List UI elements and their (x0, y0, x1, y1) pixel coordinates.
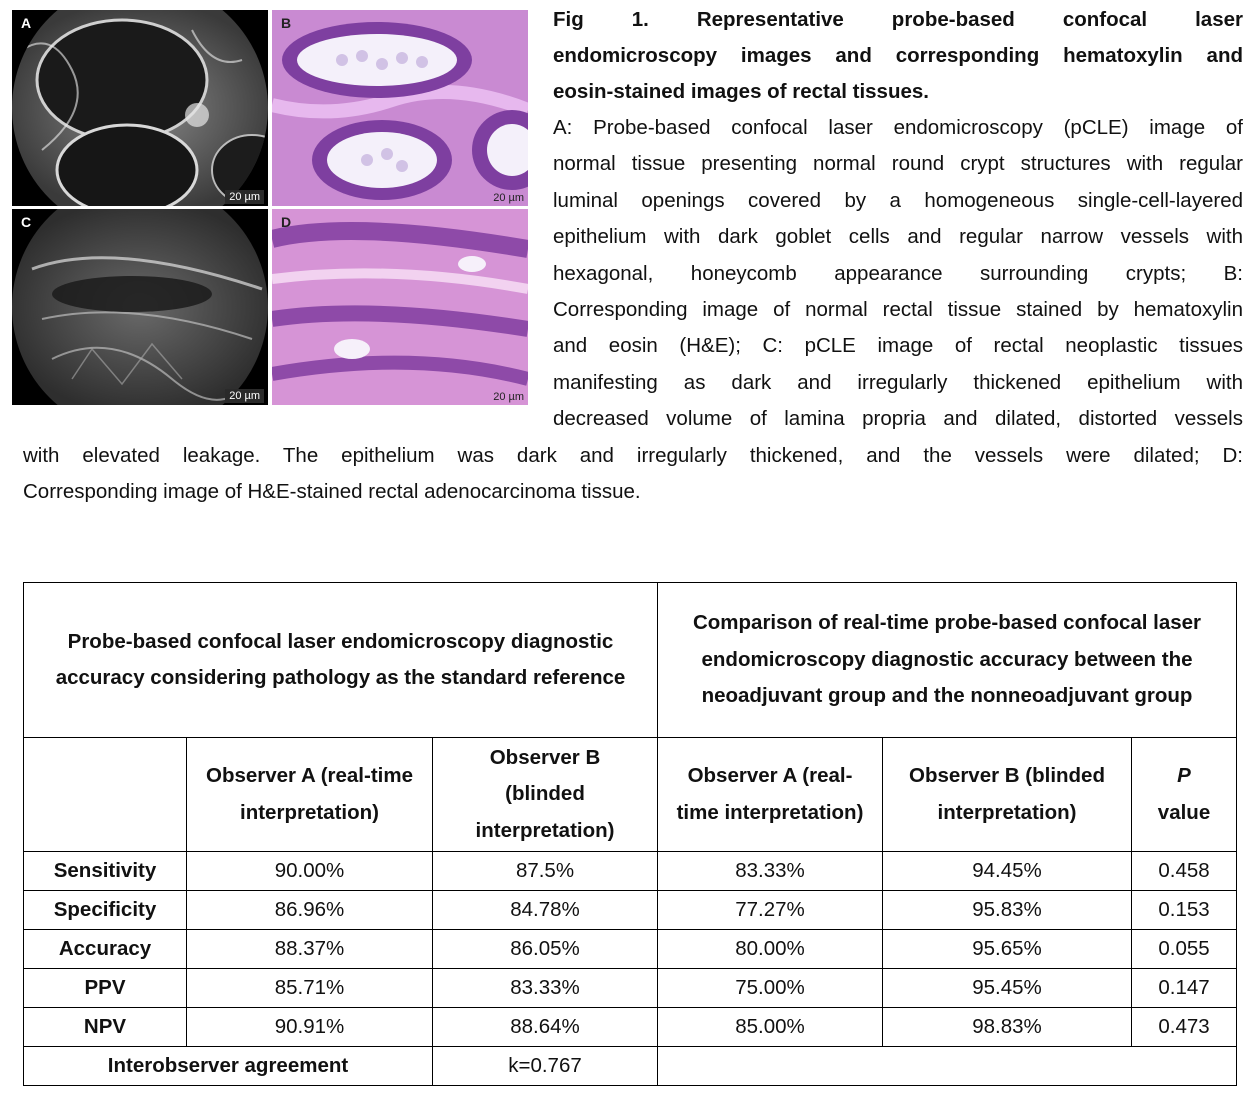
row-label: Sensitivity (24, 852, 187, 891)
table-cell: 77.27% (658, 891, 883, 930)
caption-line: with elevated leakage. The epithelium was dark and irregularly thickened, and the vessels were dilated; D: (23, 444, 1243, 467)
column-header-p-value (1132, 738, 1237, 852)
caption-line: Corresponding image of H&E-stained rectal adenocarcinoma tissue. (23, 480, 641, 503)
table-row (24, 969, 1237, 1008)
caption-line: manifesting as dark and irregularly thickened epithelium with (553, 371, 1243, 394)
row-label: Specificity (24, 891, 187, 930)
table-cell: 86.05% (433, 930, 658, 969)
figure-panel-d (272, 209, 528, 405)
table-cell: 98.83% (883, 1008, 1132, 1047)
table-cell: 95.83% (883, 891, 1132, 930)
p-value-label: value (1157, 800, 1211, 824)
table-row (24, 930, 1237, 969)
caption-line: and eosin (H&E); C: pCLE image of rectal neoplastic tissues (553, 334, 1243, 357)
row-label: PPV (24, 969, 187, 1008)
caption-title-line: Fig 1. Representative probe-based confocal laser (553, 8, 1243, 31)
he-adenocarcinoma-image (272, 209, 528, 405)
caption-line: luminal openings covered by a homogeneous single-cell-layered (553, 189, 1243, 212)
panel-label: C (21, 214, 32, 230)
table-cell: 90.00% (187, 852, 433, 891)
caption-line: A: Probe-based confocal laser endomicroscopy (pCLE) image of (553, 116, 1243, 139)
figure-panel-b (272, 10, 528, 206)
table-cell: 95.45% (883, 969, 1132, 1008)
caption-line: hexagonal, honeycomb appearance surrounding crypts; B: (553, 262, 1243, 285)
table-row (24, 1008, 1237, 1047)
pcle-neoplastic-image (12, 209, 268, 405)
panel-label: D (281, 214, 292, 230)
table-cell: 88.64% (433, 1008, 658, 1047)
table-cell: 0.147 (1132, 969, 1237, 1008)
column-header: Observer A (real-time interpretation) (187, 738, 433, 852)
table-cell: 95.65% (883, 930, 1132, 969)
table-cell: 88.37% (187, 930, 433, 969)
table-group-header-row (24, 583, 1237, 738)
row-label: Accuracy (24, 930, 187, 969)
group-header-right: Comparison of real-time probe-based confocal laser endomicroscopy diagnostic accuracy between the neoadjuvant group and the nonneoadjuvant group (658, 583, 1237, 738)
table-cell: 94.45% (883, 852, 1132, 891)
table-cell: 0.458 (1132, 852, 1237, 891)
column-header-empty (24, 738, 187, 852)
table-column-header-row (24, 738, 1237, 852)
column-header: Observer A (real-time interpretation) (658, 738, 883, 852)
table-row-agreement (24, 1047, 1237, 1086)
table-cell: 83.33% (433, 969, 658, 1008)
empty-cell (658, 1047, 1237, 1086)
table-cell: 90.91% (187, 1008, 433, 1047)
row-label: NPV (24, 1008, 187, 1047)
caption-line: Corresponding image of normal rectal tissue stained by hematoxylin (553, 298, 1243, 321)
scale-bar-label: 20 µm (493, 192, 524, 204)
table-cell: 0.473 (1132, 1008, 1237, 1047)
table-cell: 85.00% (658, 1008, 883, 1047)
pcle-normal-image (12, 10, 268, 206)
table-cell: 0.055 (1132, 930, 1237, 969)
table-cell: 86.96% (187, 891, 433, 930)
column-header: Observer B (blinded interpretation) (433, 738, 658, 852)
caption-line: decreased volume of lamina propria and dilated, distorted vessels (553, 407, 1243, 430)
group-header-left: Probe-based confocal laser endomicroscopy diagnostic accuracy considering pathology as the standard reference (24, 583, 658, 738)
caption-line: epithelium with dark goblet cells and regular narrow vessels with (553, 225, 1243, 248)
table-cell: 87.5% (433, 852, 658, 891)
panel-label: B (281, 15, 292, 31)
caption-title-line: eosin-stained images of rectal tissues. (553, 80, 929, 103)
table-cell: 84.78% (433, 891, 658, 930)
table-cell: 85.71% (187, 969, 433, 1008)
p-italic: P (1177, 764, 1191, 787)
table-cell: 75.00% (658, 969, 883, 1008)
he-normal-image (272, 10, 528, 206)
figure-panel-c (12, 209, 268, 405)
table-cell: 0.153 (1132, 891, 1237, 930)
scale-bar-label: 20 µm (225, 190, 264, 204)
column-header: Observer B (blinded interpretation) (883, 738, 1132, 852)
agreement-value: k=0.767 (433, 1047, 658, 1086)
caption-title-line: endomicroscopy images and corresponding hematoxylin and (553, 44, 1243, 67)
caption-line: normal tissue presenting normal round crypt structures with regular (553, 152, 1243, 175)
agreement-label: Interobserver agreement (24, 1047, 433, 1086)
table-row (24, 852, 1237, 891)
table-cell: 80.00% (658, 930, 883, 969)
figure-panel-a (12, 10, 268, 206)
panel-label: A (21, 15, 32, 31)
table-cell: 83.33% (658, 852, 883, 891)
diagnostic-accuracy-table (23, 582, 1237, 1086)
scale-bar-label: 20 µm (493, 391, 524, 403)
scale-bar-label: 20 µm (225, 389, 264, 403)
table-row (24, 891, 1237, 930)
